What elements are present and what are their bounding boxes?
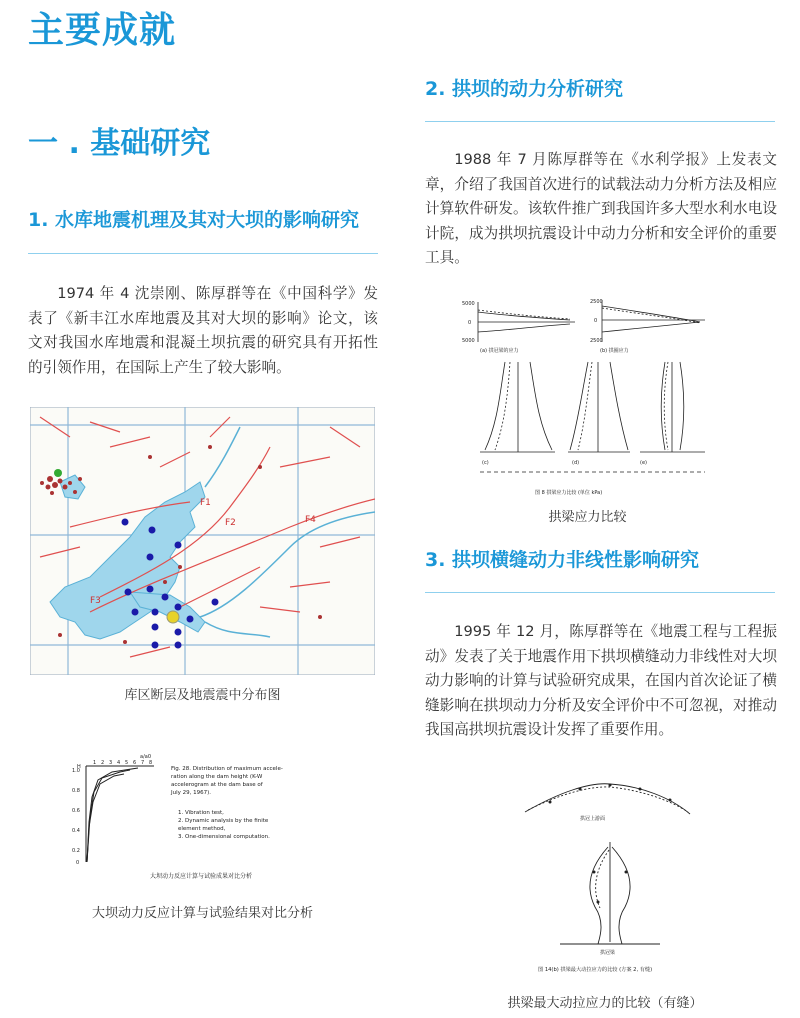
- fig2-inner-caption: 大坝动力反应计算与试验成果对比分析: [150, 873, 253, 880]
- arch-beam-stress-figure: [460, 292, 715, 502]
- map-label-f2: F2: [225, 518, 236, 528]
- heading-transverse-joint: 3. 拱坝横缝动力非线性影响研究: [425, 549, 700, 571]
- fig2-top-tick: 3: [109, 760, 113, 766]
- caption-map: 库区断层及地震震中分布图: [124, 688, 281, 703]
- heading-arch-dam-dynamic: 2. 拱坝的动力分析研究: [425, 78, 624, 100]
- fig3-sub-e: (e): [640, 460, 647, 466]
- page-title: 主要成就: [28, 10, 177, 51]
- fig2-left-tick: 0.2: [72, 848, 80, 854]
- map-label-f4: F4: [305, 515, 316, 525]
- fig2-top-tick: 4: [117, 760, 121, 766]
- heading-reservoir-earthquake: 1. 水库地震机理及其对大坝的影响研究: [28, 209, 360, 231]
- fig3-sub-a: (a) 拱冠梁的应力: [480, 348, 519, 354]
- fig2-top-tick: 7: [141, 760, 145, 766]
- fig3-tick: 5000: [462, 301, 475, 307]
- fig4-label-top: 拱冠上游面: [580, 816, 606, 822]
- divider: [425, 121, 775, 122]
- fig2-caption-line: ration along the dam height (K-W: [171, 774, 263, 780]
- fig2-top-tick: 8: [149, 760, 153, 766]
- fig3-sub-d: (d): [572, 460, 580, 466]
- fig2-legend-line: 2. Dynamic analysis by the finite: [178, 818, 269, 824]
- fig3-tick: 2500: [590, 299, 603, 305]
- reservoir-fault-map: [30, 407, 375, 675]
- fig2-caption-line: accelerogram at the dam base of: [171, 782, 263, 788]
- fig2-left-tick: 0.4: [72, 828, 80, 834]
- acceleration-distribution-figure: [72, 752, 317, 882]
- fig2-top-tick: 5: [125, 760, 129, 766]
- max-tensile-stress-figure: [520, 772, 692, 977]
- map-label-f1: F1: [200, 498, 211, 508]
- fig3-tick: 0: [594, 318, 598, 324]
- fig2-h-label: H: [77, 764, 81, 770]
- fig2-left-tick: 1.0: [72, 768, 80, 774]
- paragraph-reservoir-earthquake: 1974 年 4 沈崇刚、陈厚群等在《中国科学》发表了《新丰江水库地震及其对大坝的影响》论文，该文对我国水库地震和混凝土坝抗震的研究具有开拓性的引领作用，在国际上产生了较大影响。: [28, 285, 378, 376]
- section-title: 一 . 基础研究: [28, 126, 211, 161]
- map-label-f3: F3: [90, 596, 101, 606]
- fig2-left-tick: 0.6: [72, 808, 80, 814]
- fig2-legend-line: 3. One-dimensional computation.: [178, 834, 270, 840]
- fig2-caption-line: July 29, 1967).: [171, 790, 212, 796]
- fig2-a-label: a/a0: [140, 754, 151, 760]
- caption-stress-comparison: 拱梁应力比较: [548, 510, 627, 525]
- fig4-label-mid: 拱冠梁: [600, 950, 616, 956]
- fig3-sub-c: (c): [482, 460, 489, 466]
- fig2-top-tick: 1: [93, 760, 97, 766]
- caption-acceleration-figure: 大坝动力反应计算与试验结果对比分析: [91, 906, 313, 921]
- fig3-tick: 5000: [462, 338, 475, 344]
- fig2-top-tick: 6: [133, 760, 137, 766]
- fig2-left-tick: 0: [76, 860, 80, 866]
- divider: [28, 253, 378, 254]
- fig2-legend-line: element method,: [178, 826, 226, 832]
- fig2-legend-line: 1. Vibration test,: [178, 810, 224, 816]
- fig2-top-tick: 2: [101, 760, 105, 766]
- divider: [425, 592, 775, 593]
- fig3-bottom-note: 图 8 拱梁应力比较 (单位 kPa): [535, 490, 603, 496]
- fig4-inner-caption: 图 14(b) 拱梁最大动拉应力的比较 (方案 2, 有缝): [538, 967, 653, 973]
- fig3-tick: 0: [468, 320, 472, 326]
- fig3-tick: 2500: [590, 338, 603, 344]
- fig2-left-tick: 0.8: [72, 788, 80, 794]
- paragraph-arch-dam-dynamic: 1988 年 7 月陈厚群等在《水利学报》上发表文章，介绍了我国首次进行的试载法动力分析方法及相应计算软件研发。该软件推广到我国许多大型水利水电设计院，成为拱坝抗震设计中动力分析和安全评价的重要工具。: [425, 151, 777, 266]
- fig3-sub-b: (b) 拱圈应力: [600, 348, 629, 354]
- fig2-caption-line: Fig. 28. Distribution of maximum accele-: [171, 766, 283, 772]
- caption-max-tensile-stress: 拱梁最大动拉应力的比较（有缝）: [507, 996, 703, 1011]
- paragraph-transverse-joint: 1995 年 12 月，陈厚群等在《地震工程与工程振动》发表了关于地震作用下拱坝横缝动力非线性对大坝动力影响的计算与试验研究成果，在国内首次论证了横缝影响在拱坝动力分析及安全评价中不可忽视，对推动我国高拱坝抗震设计发挥了重要作用。: [425, 623, 777, 738]
